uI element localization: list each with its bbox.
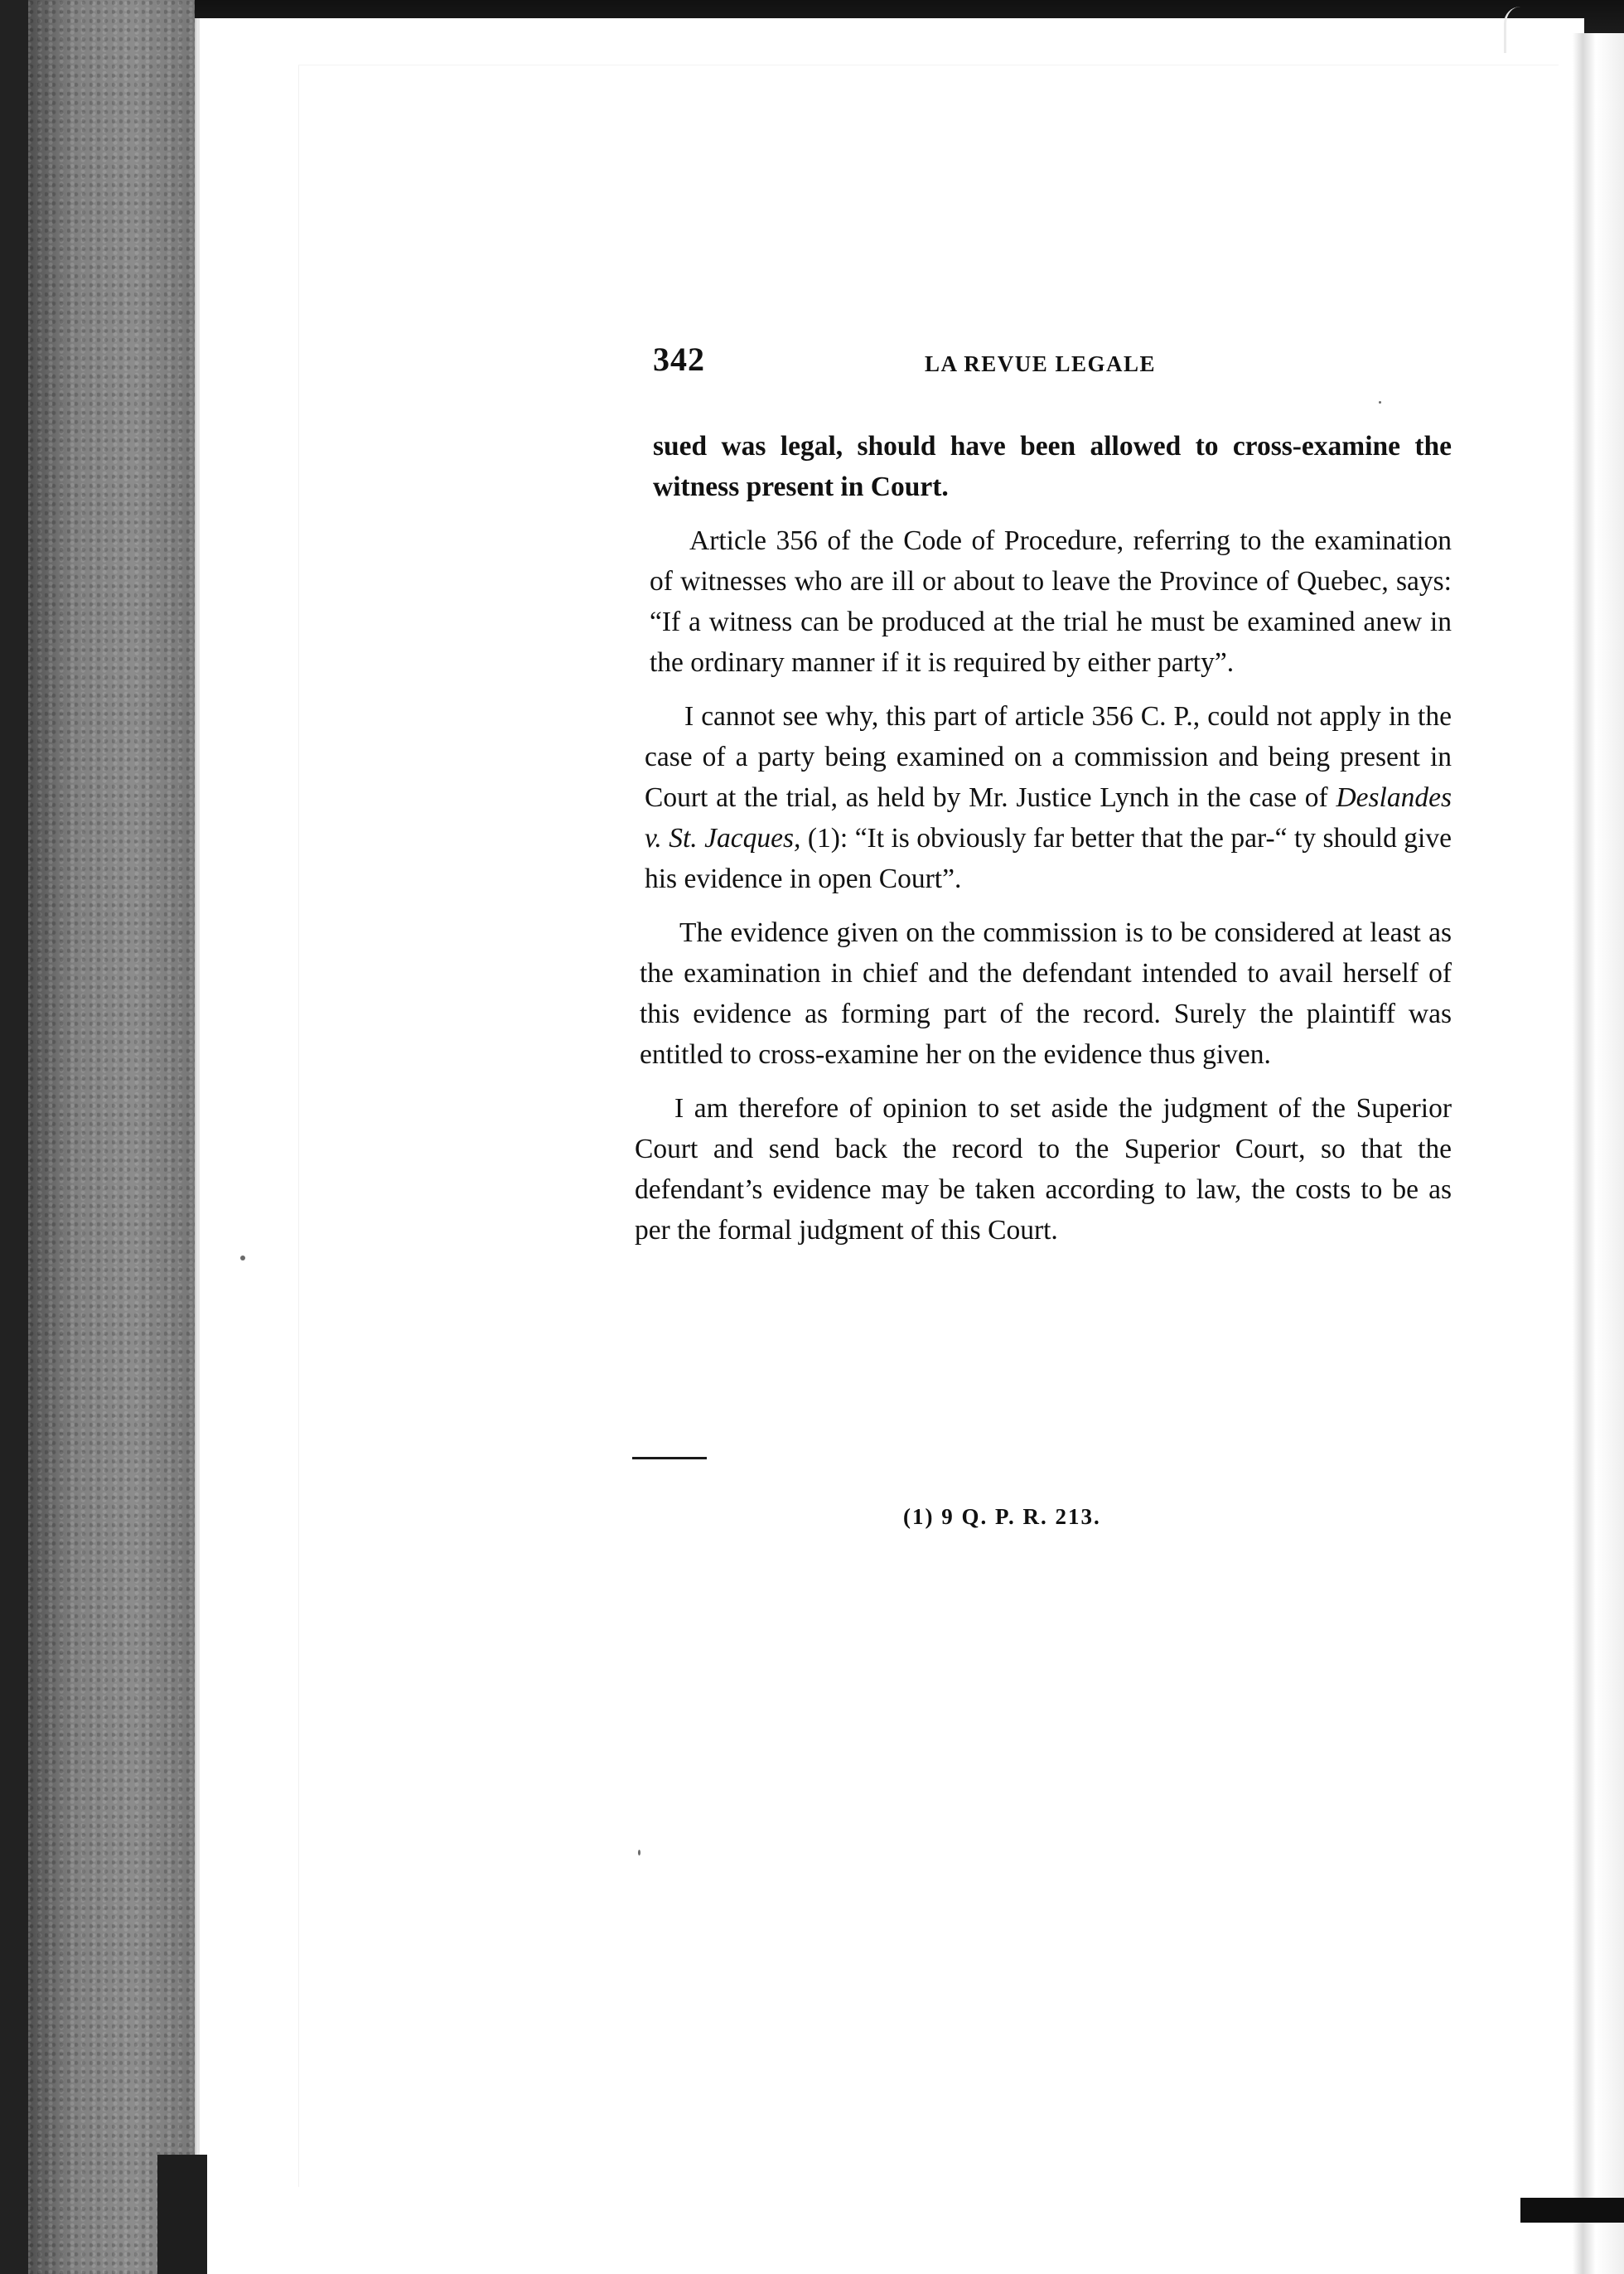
page-number: 342 [653,341,705,378]
scan-right-edge [1573,33,1624,2274]
paragraph-4: The evidence given on the commission is to be considered at least as the examination in chief and the defendant intended to avail herself of this evidence as forming part of the record. Surely the plaintiff was entitled to cross-examine her on the evidence thus given. [640,917,1452,1070]
scan-bottom-left-shadow [157,2155,207,2274]
paragraph-3 [635,696,1452,899]
footnote-rule [632,1457,707,1459]
scan-speck [240,1256,245,1260]
corner-mark [1504,7,1531,53]
paragraph-3-quote: (1): “It is obviously far better that the par-“ ty should give his evidence in open Court”. [645,823,1452,894]
paragraph-1: sued was legal, should have been allowed to cross-examine the witness present in Court. [653,431,1452,502]
scan-bottom-right-shadow [1520,2198,1624,2223]
running-title: LA REVUE LEGALE [925,351,1157,376]
paragraph-3-text: I cannot see why, this part of article 356 C. P., could not apply in the case of a party being examined on a commission and being present in Court at the trial, as held by Mr. Justice Lynch in the case of [645,701,1452,813]
paragraph-5: I am therefore of opinion to set aside the judgment of the Superior Court and send back the record to the Superior Court, so that the defendant’s evidence may be taken according to law, the costs to be as per the formal judgment of this Court. [635,1093,1452,1246]
scan-left-margin [0,0,195,2274]
scan-speck [638,1850,640,1855]
scan-left-shadow [0,0,28,2274]
paragraph-2: Article 356 of the Code of Procedure, referring to the examination of witnesses who are ill or about to leave the Province of Quebec, says: “If a witness can be produced at the trial he must be examined anew in the ordinary manner if it is required by either party”. [650,525,1452,678]
page-text-block [635,340,1452,1251]
running-head [635,340,1452,383]
footnote: (1) 9 Q. P. R. 213. [903,1504,1101,1529]
case-name: Deslandes v. St. Jacques, [645,782,1452,854]
